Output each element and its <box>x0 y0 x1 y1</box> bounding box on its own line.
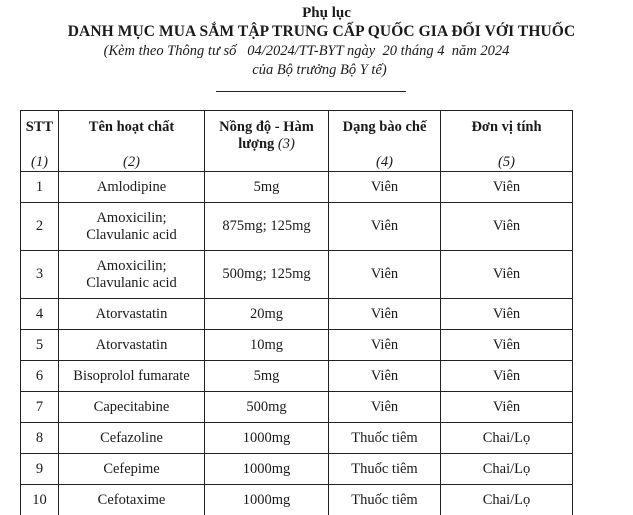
row-active-ingredient: Cefotaxime <box>59 485 205 515</box>
row-active-ingredient: Bisoprolol fumarate <box>59 361 205 392</box>
row-unit: Viên <box>441 330 573 361</box>
column-number-4: (4) <box>329 153 441 172</box>
row-stt: 6 <box>21 361 59 392</box>
row-concentration: 875mg; 125mg <box>205 203 329 251</box>
row-stt: 9 <box>21 454 59 485</box>
row-unit: Viên <box>441 172 573 203</box>
row-dosage-form: Viên <box>329 299 441 330</box>
row-active-ingredient-line1: Amoxicilin; <box>96 209 167 226</box>
table-row <box>21 203 573 251</box>
table-row <box>21 330 573 361</box>
column-number-row <box>21 153 573 172</box>
row-unit: Viên <box>441 361 573 392</box>
column-header-stt: STT <box>21 111 59 154</box>
appendix-title: Phụ lục <box>302 5 351 21</box>
column-number-2: (2) <box>59 153 205 172</box>
table-header-row <box>21 111 573 154</box>
row-active-ingredient-line1: Amoxicilin; <box>96 257 167 274</box>
row-dosage-form: Thuốc tiêm <box>329 454 441 485</box>
row-unit: Viên <box>441 251 573 299</box>
row-dosage-form: Viên <box>329 203 441 251</box>
table-row <box>21 423 573 454</box>
row-stt: 2 <box>21 203 59 251</box>
row-stt: 1 <box>21 172 59 203</box>
column-header-concentration-line2: lượng <box>238 136 275 152</box>
column-header-name: Tên hoạt chất <box>59 111 205 154</box>
row-dosage-form: Thuốc tiêm <box>329 423 441 454</box>
drug-list-table <box>20 110 573 515</box>
column-header-unit: Đơn vị tính <box>441 111 573 154</box>
table-row <box>21 454 573 485</box>
column-header-concentration-line1: Nồng độ - Hàm <box>219 119 314 135</box>
row-dosage-form: Viên <box>329 172 441 203</box>
row-concentration: 10mg <box>205 330 329 361</box>
column-number-5: (5) <box>441 153 573 172</box>
row-concentration: 1000mg <box>205 454 329 485</box>
document-header <box>0 4 633 80</box>
row-active-ingredient <box>59 251 205 299</box>
table-row <box>21 299 573 330</box>
row-dosage-form: Thuốc tiêm <box>329 485 441 515</box>
row-unit: Viên <box>441 299 573 330</box>
row-dosage-form: Viên <box>329 330 441 361</box>
row-concentration: 5mg <box>205 172 329 203</box>
row-stt: 8 <box>21 423 59 454</box>
column-header-dosage-form: Dạng bào chế <box>329 111 441 154</box>
table-row <box>21 172 573 203</box>
table-row <box>21 251 573 299</box>
row-active-ingredient: Amlodipine <box>59 172 205 203</box>
row-unit: Chai/Lọ <box>441 454 573 485</box>
column-header-concentration <box>205 111 329 154</box>
row-dosage-form: Viên <box>329 251 441 299</box>
row-active-ingredient <box>59 203 205 251</box>
issue-reference: (Kèm theo Thông tư số 04/2024/TT-BYT ngày 20 tháng 4 năm 2024 <box>103 43 510 59</box>
row-concentration: 5mg <box>205 361 329 392</box>
table-row <box>21 485 573 515</box>
row-concentration: 500mg <box>205 392 329 423</box>
row-unit: Viên <box>441 392 573 423</box>
column-number-3 <box>205 153 329 172</box>
row-active-ingredient: Cefazoline <box>59 423 205 454</box>
row-dosage-form: Viên <box>329 392 441 423</box>
row-unit: Viên <box>441 203 573 251</box>
row-active-ingredient: Atorvastatin <box>59 330 205 361</box>
table-row <box>21 392 573 423</box>
column-number-1: (1) <box>21 153 59 172</box>
row-stt: 7 <box>21 392 59 423</box>
row-active-ingredient: Cefepime <box>59 454 205 485</box>
row-stt: 10 <box>21 485 59 515</box>
document-title: DANH MỤC MUA SẮM TẬP TRUNG CẤP QUỐC GIA ĐỐI VỚI THUỐC <box>67 23 576 40</box>
row-concentration: 1000mg <box>205 485 329 515</box>
row-stt: 5 <box>21 330 59 361</box>
row-stt: 4 <box>21 299 59 330</box>
row-concentration: 1000mg <box>205 423 329 454</box>
row-active-ingredient: Atorvastatin <box>59 299 205 330</box>
row-unit: Chai/Lọ <box>441 485 573 515</box>
row-active-ingredient-line2: Clavulanic acid <box>86 274 177 291</box>
issuing-authority: của Bộ trưởng Bộ Y tế) <box>252 62 387 78</box>
row-active-ingredient: Capecitabine <box>59 392 205 423</box>
row-concentration: 20mg <box>205 299 329 330</box>
row-dosage-form: Viên <box>329 361 441 392</box>
header-divider <box>216 91 406 92</box>
column-number-3-inline: (3) <box>277 136 295 152</box>
row-concentration: 500mg; 125mg <box>205 251 329 299</box>
row-unit: Chai/Lọ <box>441 423 573 454</box>
row-stt: 3 <box>21 251 59 299</box>
row-active-ingredient-line2: Clavulanic acid <box>86 226 177 243</box>
table-row <box>21 361 573 392</box>
